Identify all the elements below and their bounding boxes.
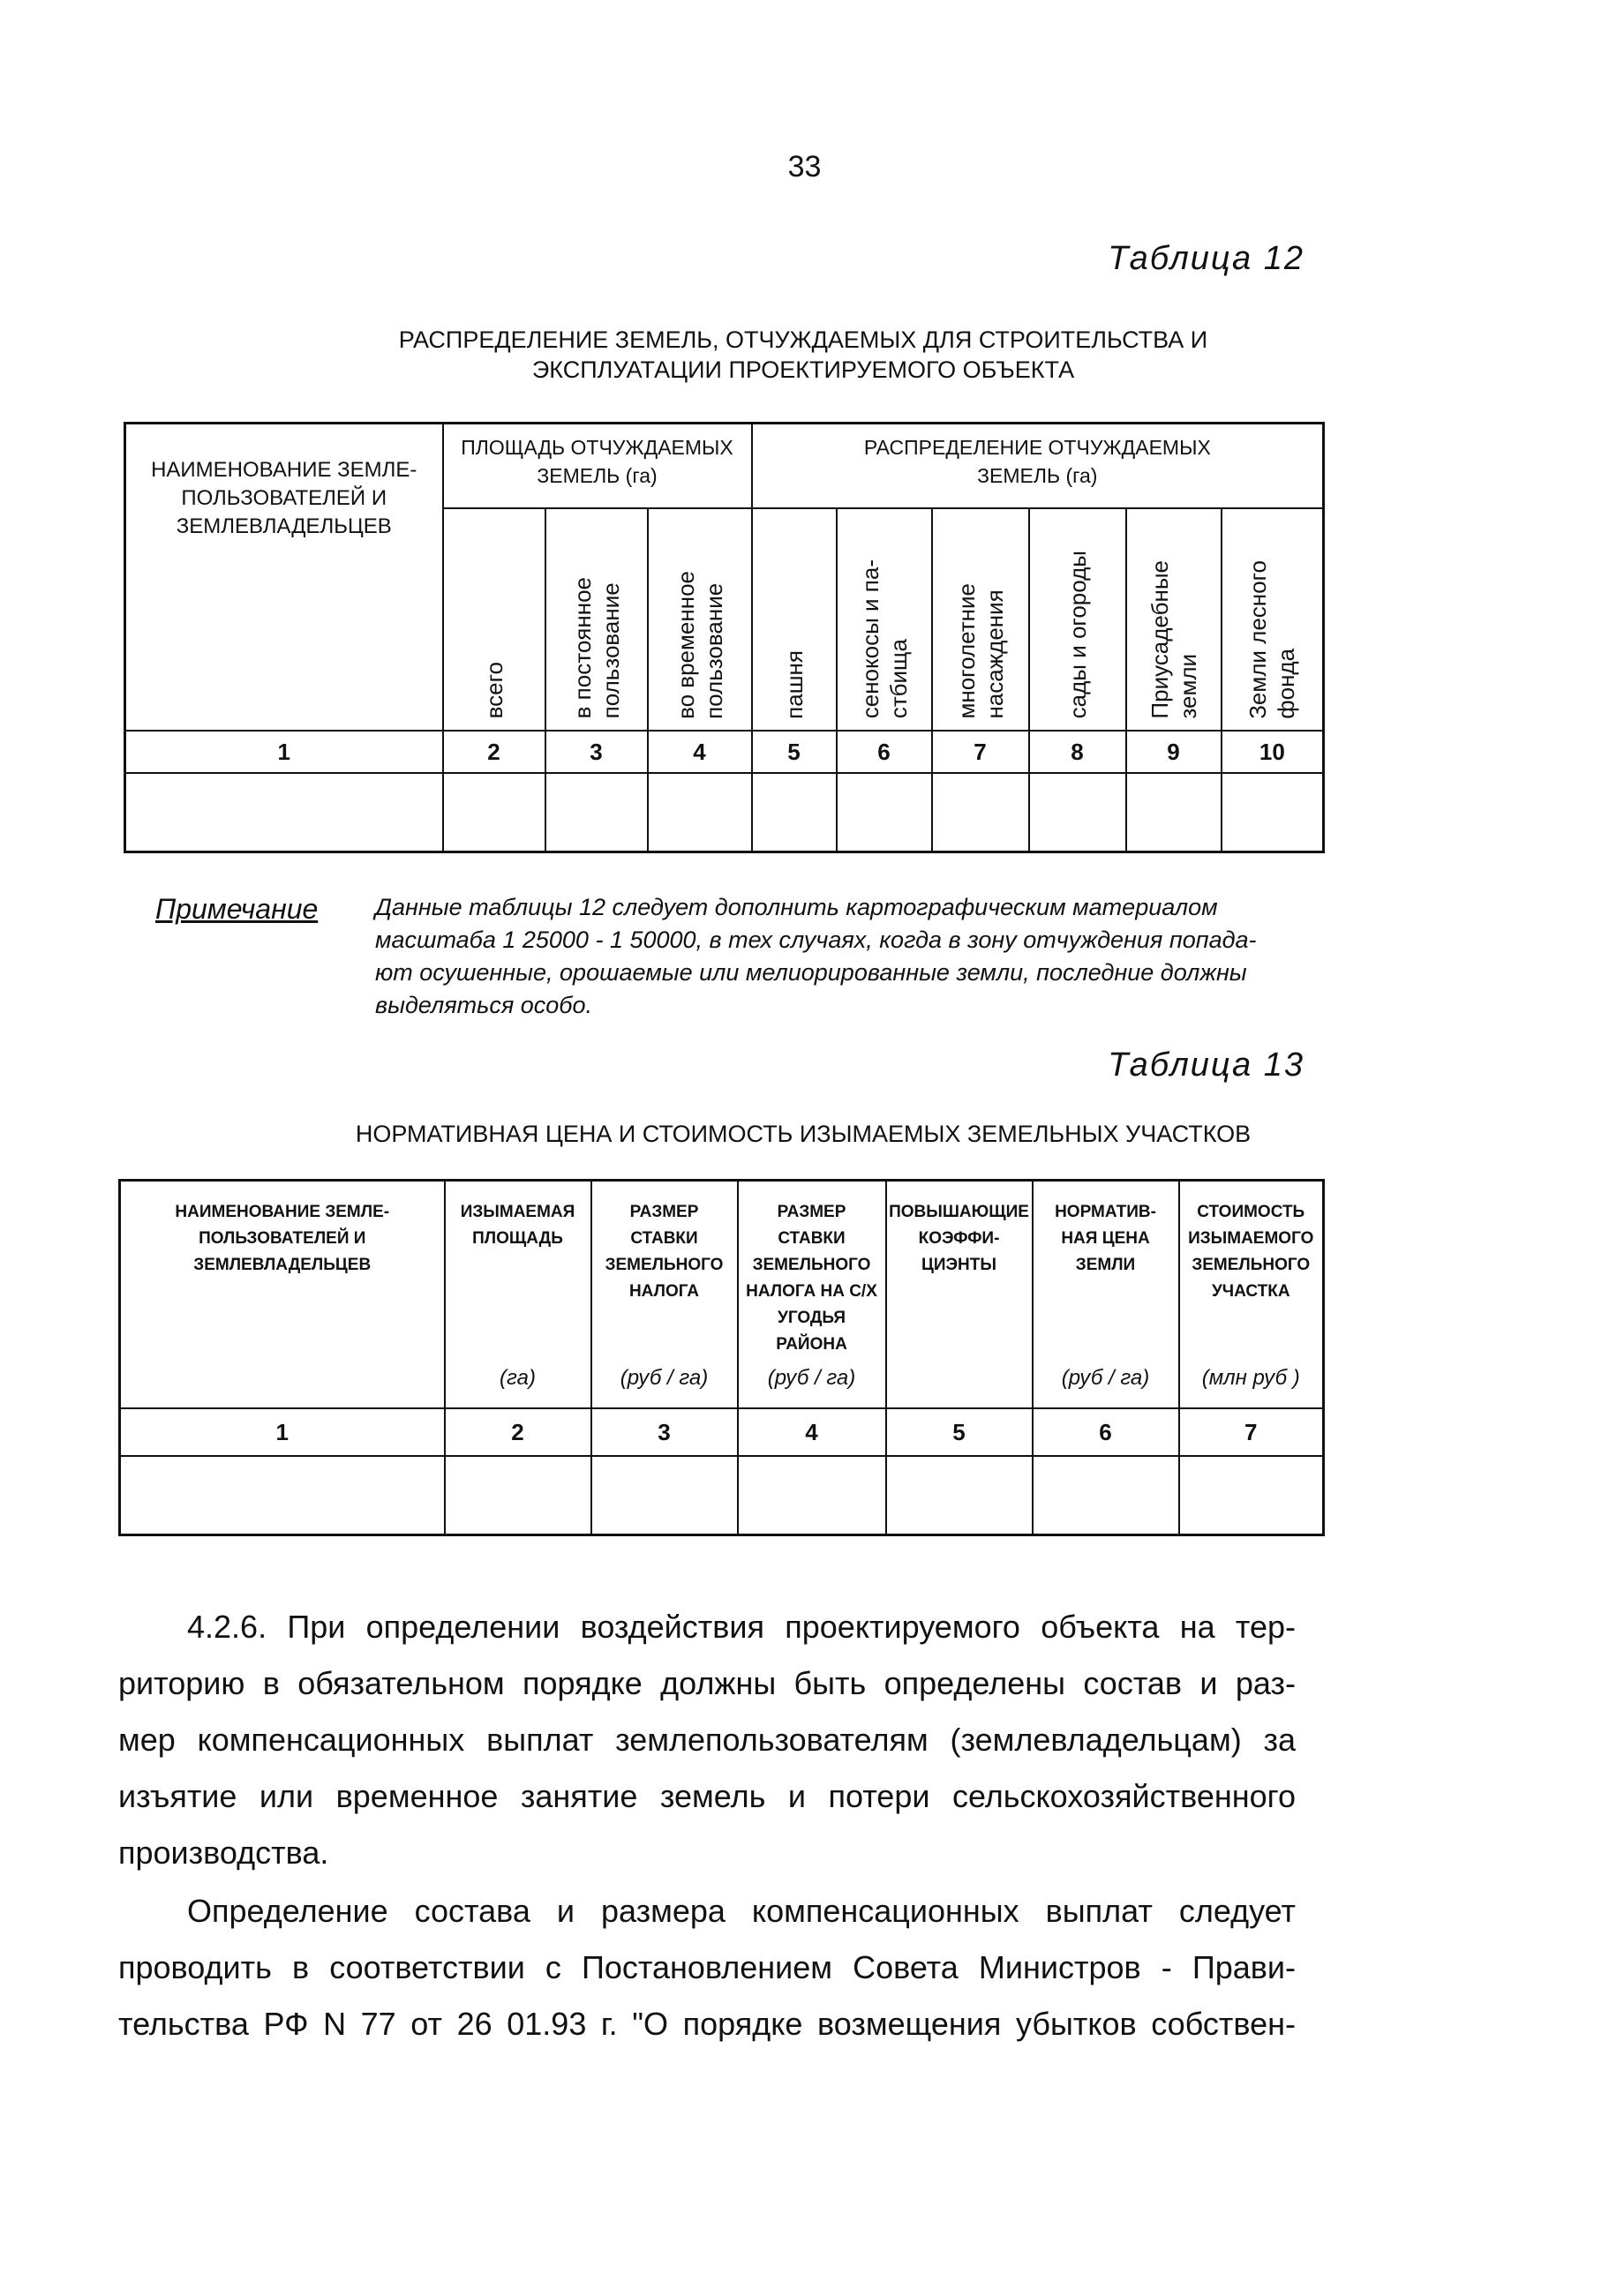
column-number: 9 xyxy=(1126,731,1222,773)
header-line: ЗЕМЕЛЬ (га) xyxy=(977,464,1098,487)
note-line: Данные таблицы 12 следует дополнить картографическим материалом xyxy=(375,894,1218,920)
paragraph-line: проводить в соответствии с Постановлением Совета Министров - Прави- xyxy=(118,1949,1296,1985)
header-line: ЗЕМЕЛЬНОГО xyxy=(752,1256,871,1274)
table-12-header-area-group xyxy=(443,424,752,508)
subheader-text: многолетние насаждения xyxy=(952,582,1008,719)
header-line: НАИМЕНОВАНИЕ ЗЕМЛЕ- xyxy=(175,1203,390,1221)
note-line: ют осушенные, орошаемые или мелиорированные земли, последние должны xyxy=(375,959,1247,986)
table-13-caption: Таблица 13 xyxy=(1108,1047,1304,1084)
table-12-subheader xyxy=(837,508,932,731)
empty-cell xyxy=(932,773,1029,852)
header-line: НАЛОГА xyxy=(628,1282,700,1301)
column-number: 2 xyxy=(445,1408,591,1456)
paragraph-line: тельства РФ N 77 от 26 01.93 г. "О порядке возмещения убытков собствен- xyxy=(118,2006,1296,2042)
table-12 xyxy=(124,422,1325,853)
empty-cell xyxy=(591,1456,738,1535)
table-12-title-line: РАСПРЕДЕЛЕНИЕ ЗЕМЕЛЬ, ОТЧУЖДАЕМЫХ ДЛЯ СТРОИТЕЛЬСТВА И xyxy=(398,326,1208,353)
column-number: 4 xyxy=(738,1408,886,1456)
empty-cell xyxy=(837,773,932,852)
paragraph-4-2-6 xyxy=(118,1599,1296,1881)
table-12-subheader xyxy=(752,508,837,731)
table-12-subheader xyxy=(545,508,648,731)
header-line: ЗЕМЕЛЬНОГО xyxy=(1192,1256,1311,1274)
column-number: 6 xyxy=(1033,1408,1179,1456)
header-line: ИЗЫМАЕМАЯ xyxy=(460,1203,575,1221)
header-line: НАЯ ЦЕНА xyxy=(1061,1229,1150,1248)
table-12-subheader xyxy=(443,508,545,731)
note-label: Примечание xyxy=(155,893,319,925)
column-number: 4 xyxy=(648,731,752,773)
table-12-subheader xyxy=(648,508,752,731)
empty-cell xyxy=(445,1456,591,1535)
subheader-text: Земли лесного фонда xyxy=(1244,559,1300,719)
empty-cell xyxy=(1126,773,1222,852)
column-number: 5 xyxy=(752,731,837,773)
subheader-text: во временное пользование xyxy=(672,570,727,719)
table-13-header-normative-price xyxy=(1033,1181,1179,1408)
table-12-title-line: ЭКСПЛУАТАЦИИ ПРОЕКТИРУЕМОГО ОБЪЕКТА xyxy=(531,356,1075,383)
header-line: РАЗМЕР xyxy=(629,1203,699,1221)
page-number: 33 xyxy=(787,150,822,184)
table-12-header-land-users xyxy=(125,424,443,731)
empty-cell xyxy=(1033,1456,1179,1535)
column-number: 6 xyxy=(837,731,932,773)
paragraph-line: изъятие или временное занятие земель и потери сельскохозяйственного xyxy=(118,1778,1296,1814)
table-13-number-row xyxy=(120,1408,1324,1456)
paragraph-line: мер компенсационных выплат землепользователям (землевладельцам) за xyxy=(118,1722,1296,1758)
column-number: 5 xyxy=(886,1408,1033,1456)
header-line: ПЛОЩАДЬ xyxy=(472,1229,563,1248)
subheader-text: всего xyxy=(480,662,508,719)
header-line: РАЗМЕР xyxy=(777,1203,846,1221)
header-line: ПЛОЩАДЬ ОТЧУЖДАЕМЫХ xyxy=(461,436,733,459)
empty-cell xyxy=(738,1456,886,1535)
header-unit: (руб / га) xyxy=(620,1365,709,1390)
empty-cell xyxy=(545,773,648,852)
table-12-empty-row xyxy=(125,773,1324,852)
header-line: НАИМЕНОВАНИЕ ЗЕМЛЕ- xyxy=(151,458,417,482)
header-line: НАЛОГА НА С/Х xyxy=(746,1282,877,1301)
column-number: 7 xyxy=(1179,1408,1324,1456)
empty-cell xyxy=(1222,773,1324,852)
header-line: РАЙОНА xyxy=(776,1335,847,1354)
header-line: УЧАСТКА xyxy=(1211,1282,1290,1301)
table-12-subheader xyxy=(1222,508,1324,731)
note-line: масштаба 1 25000 - 1 50000, в тех случаях, когда в зону отчуждения попада- xyxy=(375,927,1257,953)
header-unit: (руб / га) xyxy=(767,1365,856,1390)
header-line: РАСПРЕДЕЛЕНИЕ ОТЧУЖДАЕМЫХ xyxy=(863,436,1211,459)
table-13-header-land-users xyxy=(120,1181,445,1408)
subheader-text: Приусадебные земли xyxy=(1146,559,1201,719)
table-12-caption: Таблица 12 xyxy=(1108,240,1304,277)
header-line: ЗЕМЕЛЬ (га) xyxy=(537,464,658,487)
empty-cell xyxy=(648,773,752,852)
header-unit: (га) xyxy=(500,1365,536,1390)
paragraph-compensation xyxy=(118,1883,1296,2052)
header-line: КОЭФФИ- xyxy=(918,1229,1000,1248)
column-number: 2 xyxy=(443,731,545,773)
paragraph-line: производства. xyxy=(118,1835,329,1871)
paragraph-line: Определение состава и размера компенсационных выплат следует xyxy=(187,1893,1296,1929)
table-13-header-tax-rate xyxy=(591,1181,738,1408)
header-line: ЗЕМЛЕВЛАДЕЛЬЦЕВ xyxy=(193,1256,372,1274)
header-line: ЦИЭНТЫ xyxy=(921,1256,996,1274)
table-13-header-coefficients xyxy=(886,1181,1033,1408)
header-unit: (млн руб ) xyxy=(1201,1365,1300,1390)
table-12-header-distribution-group xyxy=(752,424,1324,508)
column-number: 8 xyxy=(1029,731,1126,773)
table-13-title: НОРМАТИВНАЯ ЦЕНА И СТОИМОСТЬ ИЗЫМАЕМЫХ ЗЕМЕЛЬНЫХ УЧАСТКОВ xyxy=(355,1121,1252,1147)
column-number: 3 xyxy=(591,1408,738,1456)
column-number: 7 xyxy=(932,731,1029,773)
header-line: ЗЕМЕЛЬНОГО xyxy=(605,1256,724,1274)
table-12-title xyxy=(177,325,1430,385)
table-12-number-row xyxy=(125,731,1324,773)
column-number: 10 xyxy=(1222,731,1324,773)
empty-cell xyxy=(125,773,443,852)
header-line: СТАВКИ xyxy=(630,1229,698,1248)
table-13-header-area xyxy=(445,1181,591,1408)
header-line: ЗЕМЛИ xyxy=(1075,1256,1136,1274)
header-line: УГОДЬЯ xyxy=(778,1309,846,1327)
table-13 xyxy=(118,1179,1325,1536)
subheader-text: в постоянное пользование xyxy=(568,577,624,719)
table-13-header-cost xyxy=(1179,1181,1324,1408)
header-line: ИЗЫМАЕМОГО xyxy=(1188,1229,1314,1248)
empty-cell xyxy=(1179,1456,1324,1535)
column-number: 3 xyxy=(545,731,648,773)
table-13-header-agri-tax-rate xyxy=(738,1181,886,1408)
paragraph-line: 4.2.6. При определении воздействия проектируемого объекта на тер- xyxy=(187,1609,1296,1645)
column-number: 1 xyxy=(125,731,443,773)
header-line: НОРМАТИВ- xyxy=(1055,1203,1156,1221)
header-line: ПОВЫШАЮЩИЕ xyxy=(889,1203,1029,1221)
header-line: ПОЛЬЗОВАТЕЛЕЙ И xyxy=(199,1229,366,1248)
subheader-text: пашня xyxy=(780,649,808,719)
empty-cell xyxy=(443,773,545,852)
empty-cell xyxy=(886,1456,1033,1535)
header-line: ПОЛЬЗОВАТЕЛЕЙ И xyxy=(181,486,387,510)
column-number: 1 xyxy=(120,1408,445,1456)
subheader-text: сады и огороды xyxy=(1064,551,1091,719)
table-12-subheader xyxy=(932,508,1029,731)
table-12-subheader xyxy=(1126,508,1222,731)
table-12-subheader xyxy=(1029,508,1126,731)
header-unit: (руб / га) xyxy=(1061,1365,1150,1390)
paragraph-line: риторию в обязательном порядке должны быть определены состав и раз- xyxy=(118,1665,1296,1701)
note-line: выделяться особо. xyxy=(375,992,593,1018)
empty-cell xyxy=(752,773,837,852)
header-line: ЗЕМЛЕВЛАДЕЛЬЦЕВ xyxy=(176,514,392,538)
empty-cell xyxy=(120,1456,445,1535)
empty-cell xyxy=(1029,773,1126,852)
header-line: СТОИМОСТЬ xyxy=(1197,1203,1305,1221)
note-text xyxy=(375,891,1324,1022)
header-line: СТАВКИ xyxy=(778,1229,846,1248)
subheader-text: сенокосы и па- стбища xyxy=(856,559,912,719)
table-13-empty-row xyxy=(120,1456,1324,1535)
